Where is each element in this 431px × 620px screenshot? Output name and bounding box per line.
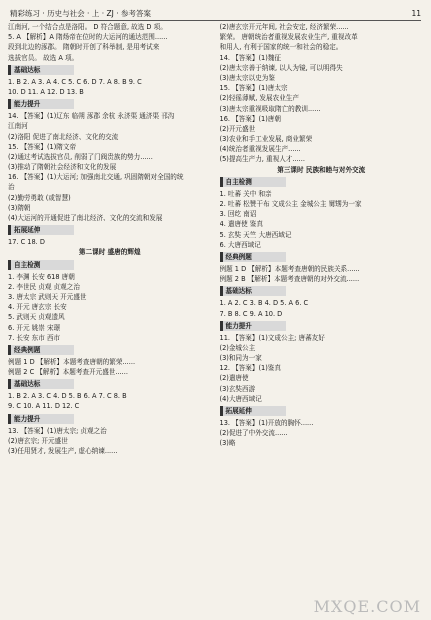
lesson-title: 第二课时 盛唐的辉煌 bbox=[78, 248, 141, 257]
two-column-body bbox=[8, 22, 423, 616]
answer-line: (3)推动了隋朝社会经济和文化的发展 bbox=[8, 163, 117, 172]
answer-line: (3)和同为一家 bbox=[219, 354, 262, 363]
answer-line: (2)轻徭薄赋, 发展农业生产 bbox=[219, 94, 299, 103]
answer-line: (2)开元盛世 bbox=[219, 124, 256, 133]
answer-line: 1. B 2. A 3. C 4. D 5. B 6. A 7. C 8. B bbox=[8, 392, 127, 401]
answer-line: 例题 2 B 【解析】本题考查唐朝的对外交流...... bbox=[219, 275, 360, 284]
lesson-title: 第三课时 民族和睦与对外交流 bbox=[277, 165, 366, 174]
answer-line: 12. 【答案】(1)鉴真 bbox=[219, 364, 281, 373]
watermark: MXQE.COM bbox=[313, 597, 421, 616]
answer-line: 6. 开元 姚崇 宋璟 bbox=[8, 323, 61, 332]
answer-line: (3)唐太宗重视吸取隋亡的教训...... bbox=[219, 104, 321, 113]
answer-line: (4)统治者重视发展生产...... bbox=[219, 145, 301, 154]
page-number: 11 bbox=[411, 8, 421, 18]
answer-line: 15. 【答案】(1)唐太宗 bbox=[219, 84, 288, 93]
section-heading: 能力提升 bbox=[220, 321, 286, 331]
section-heading: 经典例题 bbox=[220, 252, 286, 262]
answer-line: 10. D 11. A 12. D 13. B bbox=[8, 87, 84, 96]
answer-line: 7. 长安 东市 西市 bbox=[8, 333, 61, 342]
answer-line: 15. 【答案】(1)隋文帝 bbox=[8, 142, 77, 151]
answer-line: (5)提高生产力, 重视人才...... bbox=[219, 155, 305, 164]
answer-line: 1. 李渊 长安 618 唐朝 bbox=[8, 272, 75, 281]
answer-line: 11. 【答案】(1)文成公主; 唐蕃友好 bbox=[219, 333, 325, 342]
answer-line: 例题 2 C 【解析】本题考查开元盛世...... bbox=[8, 368, 128, 377]
right-column bbox=[220, 22, 424, 616]
section-heading: 拓展延伸 bbox=[220, 406, 286, 416]
answer-line: 和用人, 有利于国家的统一和社会的稳定。 bbox=[219, 43, 343, 52]
answer-line: (2)促进了中外交流...... bbox=[219, 429, 288, 438]
answer-line: 1. B 2. A 3. A 4. C 5. C 6. D 7. A 8. B 9. C bbox=[8, 77, 142, 86]
answer-line: 5. 武则天 贞观遗风 bbox=[8, 313, 65, 322]
answer-line: 3. 唐太宗 武则天 开元盛世 bbox=[8, 292, 87, 301]
answer-line: (3)玄奘西游 bbox=[219, 384, 256, 393]
section-heading: 自主检测 bbox=[220, 177, 286, 187]
answer-line: 16. 【答案】(1)唐朝 bbox=[219, 114, 281, 123]
answer-line: 1. A 2. C 3. B 4. D 5. A 6. C bbox=[219, 299, 309, 308]
answer-line: 6. 大唐西域记 bbox=[219, 240, 261, 249]
page-header bbox=[10, 6, 421, 21]
left-column bbox=[8, 22, 212, 616]
answer-line: (2)金城公主 bbox=[219, 343, 256, 352]
section-heading: 自主检测 bbox=[8, 260, 74, 270]
answer-line: 江南河 bbox=[8, 122, 28, 131]
answer-line: (3)隋朝 bbox=[8, 203, 31, 212]
answer-line: (2)洛阳 促进了南北经济、文化的交流 bbox=[8, 132, 119, 141]
answer-line: 14. 【答案】(1)辽东 临朔 涿郡 余杭 永济渠 通济渠 邗沟 bbox=[8, 112, 175, 121]
answer-line: (2)唐太宗善于纳谏, 以人为镜, 可以明得失 bbox=[219, 63, 343, 72]
section-heading: 拓展延伸 bbox=[8, 225, 74, 235]
answer-line: (2)唐玄宗开元年间, 社会安定, 经济繁荣...... bbox=[219, 23, 349, 31]
answer-line: 17. C 18. D bbox=[8, 238, 45, 247]
answer-line: 3. 回纥 南诏 bbox=[219, 210, 257, 219]
answer-line: 14. 【答案】(1)魏征 bbox=[219, 53, 281, 62]
section-heading: 基础达标 bbox=[8, 65, 74, 75]
answer-line: (3)任用贤才, 发展生产, 虚心纳谏...... bbox=[8, 447, 118, 455]
answer-line: 5. 玄奘 天竺 大唐西域记 bbox=[219, 230, 292, 239]
answer-line: (2)通过考试选拔官员, 削弱了门阀贵族的势力...... bbox=[8, 152, 153, 161]
answer-line: 16. 【答案】(1)大运河; 加强南北交通, 巩固隋朝对全国的统 bbox=[8, 173, 184, 182]
section-heading: 能力提升 bbox=[8, 414, 74, 424]
answer-line: 7. B 8. C 9. A 10. D bbox=[219, 309, 283, 318]
answer-line: (2)勤劳勇敢 (或智慧) bbox=[8, 193, 71, 202]
answer-line: 治 bbox=[8, 183, 15, 192]
answer-line: 13. 【答案】(1)开放的胸怀...... bbox=[219, 419, 314, 427]
answer-line: (2)遣唐使 bbox=[219, 374, 249, 383]
answer-line: 13. 【答案】(1)唐太宗; 贞观之治 bbox=[8, 426, 107, 435]
answer-line: 选拔官员。 故选 A 项。 bbox=[8, 53, 79, 62]
answer-line: (3)唐太宗以史为鉴 bbox=[219, 73, 275, 82]
section-heading: 能力提升 bbox=[8, 99, 74, 109]
answer-line: 4. 开元 唐玄宗 长安 bbox=[8, 303, 67, 312]
answer-line: 5. A 【解析】A 隋炀帝在位时的大运河的通达范围...... bbox=[8, 33, 168, 42]
answer-line: 繁荣。 唐朝统治者重视发展农业生产, 重视改革 bbox=[219, 33, 358, 42]
answer-line: 2. 吐蕃 松赞干布 文成公主 金城公主 舅甥为一家 bbox=[219, 200, 362, 208]
answer-line: 例题 1 D 【解析】本题考查唐朝的繁荣...... bbox=[8, 357, 136, 366]
answer-line: (4)大唐西域记 bbox=[219, 394, 262, 403]
header-title: 精彩练习 · 历史与社会 · 上 · ZJ · 参考答案 bbox=[10, 8, 151, 18]
answer-line: 例题 1 D 【解析】本题考查唐朝的民族关系...... bbox=[219, 264, 360, 273]
answer-line: 4. 遣唐使 鉴真 bbox=[219, 220, 263, 229]
answer-line: (2)唐玄宗; 开元盛世 bbox=[8, 436, 68, 445]
answer-line: 1. 吐蕃 关中 和亲 bbox=[219, 189, 272, 198]
answer-line: 9. C 10. A 11. D 12. C bbox=[8, 402, 80, 411]
answer-line: 江南河, 一个结合点是洛阳。 D 符合题意, 故选 D 项。 bbox=[8, 23, 167, 31]
answer-line: 2. 李世民 贞观 贞观之治 bbox=[8, 282, 80, 291]
answer-line: (3)农业和手工业发展, 商业繁荣 bbox=[219, 135, 313, 144]
answer-line: (4)大运河的开通促进了南北经济、文化的交流和发展 bbox=[8, 214, 163, 222]
answer-line: 段到北边的涿郡。 隋朝时开创了科举制, 是用考试来 bbox=[8, 43, 160, 52]
answer-line: (3)略 bbox=[219, 439, 236, 448]
section-heading: 经典例题 bbox=[8, 345, 74, 355]
section-heading: 基础达标 bbox=[220, 286, 286, 296]
section-heading: 基础达标 bbox=[8, 379, 74, 389]
